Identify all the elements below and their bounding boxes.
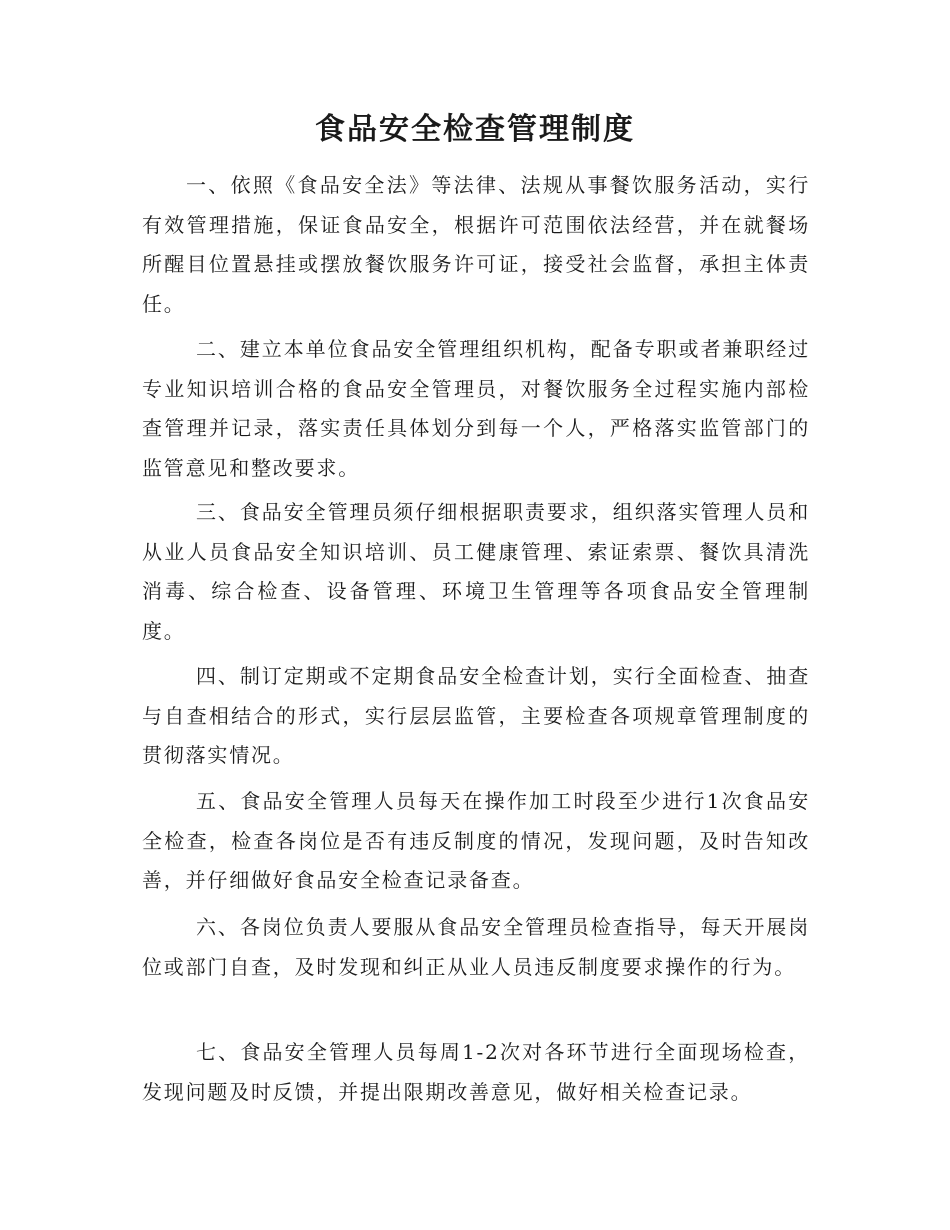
paragraph-5: 五、食品安全管理人员每天在操作加工时段至少进行1次食品安全检查，检查各岗位是否有违反制度的情况，发现问题，及时告知改善，并仔细做好食品安全检查记录备查。 <box>142 789 810 892</box>
paragraph-6: 六、各岗位负责人要服从食品安全管理员检查指导，每天开展岗位或部门自查，及时发现和纠正从业人员违反制度要求操作的行为。 <box>142 915 810 979</box>
paragraph-4: 四、制订定期或不定期食品安全检查计划，实行全面检查、抽查与自查相结合的形式，实行层层监管，主要检查各项规章管理制度的贯彻落实情况。 <box>142 664 810 767</box>
paragraph-1: 一、依照《食品安全法》等法律、法规从事餐饮服务活动，实行有效管理措施，保证食品安全，根据许可范围依法经营，并在就餐场所醒目位置悬挂或摆放餐饮服务许可证，接受社会监督，承担主体责任。 <box>142 173 810 316</box>
paragraph-7: 七、食品安全管理人员每周1-2次对各环节进行全面现场检查，发现问题及时反馈，并提出限期改善意见，做好相关检查记录。 <box>142 1040 810 1104</box>
paragraph-2: 二、建立本单位食品安全管理组织机构，配备专职或者兼职经过专业知识培训合格的食品安全管理员，对餐饮服务全过程实施内部检查管理并记录，落实责任具体划分到每一个人，严格落实监管部门的监管意见和整改要求。 <box>142 337 810 480</box>
paragraph-3: 三、食品安全管理员须仔细根据职责要求，组织落实管理人员和从业人员食品安全知识培训、员工健康管理、索证索票、餐饮具清洗消毒、综合检查、设备管理、环境卫生管理等各项食品安全管理制度。 <box>142 500 810 643</box>
document-title: 食品安全检查管理制度 <box>315 112 635 147</box>
